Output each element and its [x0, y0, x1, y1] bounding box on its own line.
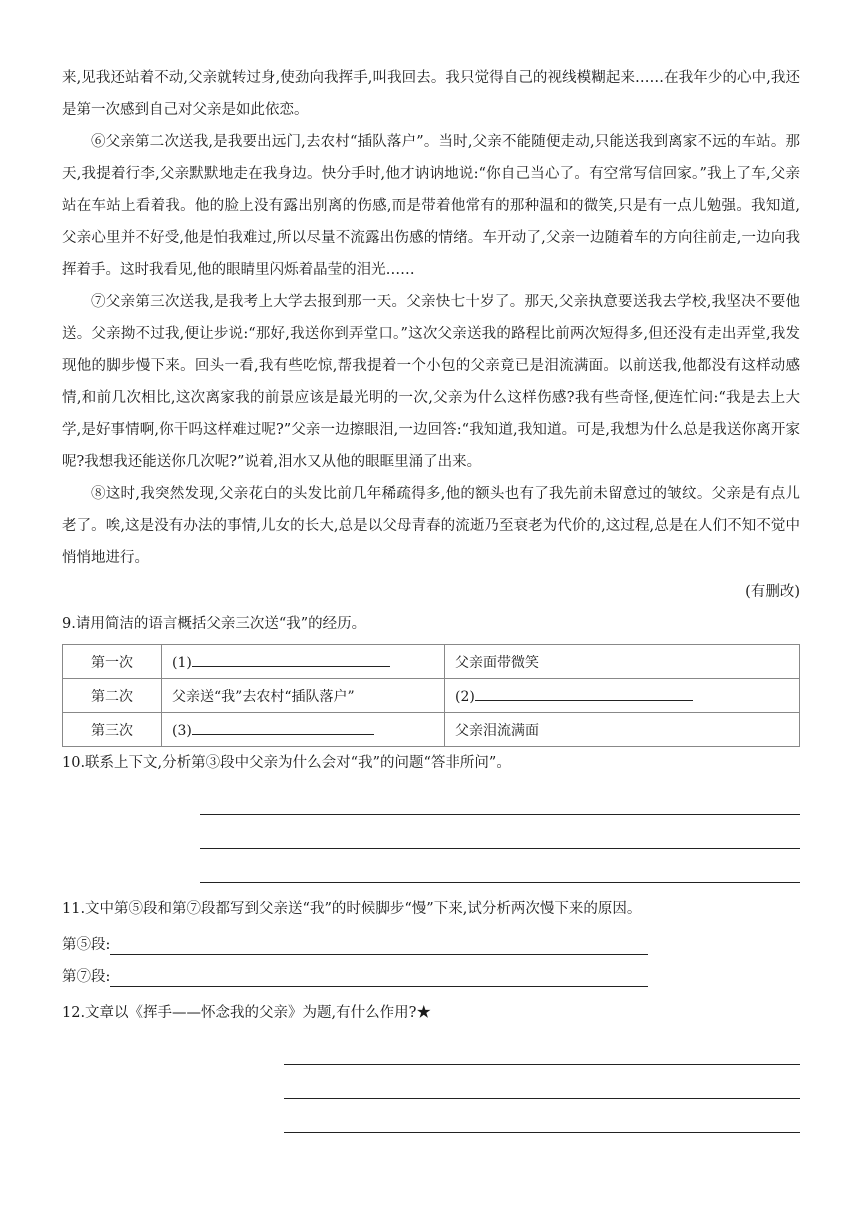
row-label: 第二次	[63, 679, 162, 713]
answer-line[interactable]	[110, 964, 648, 987]
answer-line[interactable]	[284, 1065, 800, 1099]
answer-line[interactable]	[110, 932, 648, 955]
question-11-field-5	[62, 929, 800, 961]
passage-paragraph-6: ⑥父亲第二次送我,是我要出远门,去农村“插队落户”。当时,父亲不能随便走动,只能送我到离家不远的车站。那天,我提着行李,父亲默默地走在我身边。快分手时,他才讷讷地说:“你自己当心了。有空常写信回家。”我上了车,父亲站在车站上看着我。他的脸上没有露出别离的伤感,而是带着他常有的那种温和的微笑,只是有一点儿勉强。我知道,父亲心里并不好受,他是怕我难过,所以尽量不流露出伤感的情绪。车开动了,父亲一边随着车的方向往前走,一边向我挥着手。这时我看见,他的眼睛里闪烁着晶莹的泪光……	[62, 134, 800, 278]
blank-number: (2)	[455, 689, 475, 705]
answer-line[interactable]	[284, 1031, 800, 1065]
answer-cell-1[interactable]	[162, 645, 445, 679]
source-note: (有删改)	[745, 584, 800, 600]
table-row	[63, 713, 800, 747]
answer-line[interactable]	[200, 849, 800, 883]
question-10-prompt: 10.联系上下文,分析第③段中父亲为什么会对“我”的问题“答非所问”。	[62, 755, 511, 771]
answer-cell-3[interactable]	[162, 713, 445, 747]
table-cell: 父亲面带微笑	[445, 645, 800, 679]
row-label: 第三次	[63, 713, 162, 747]
worksheet-page	[62, 62, 800, 1133]
answer-cell-2[interactable]	[445, 679, 800, 713]
table-row	[63, 679, 800, 713]
field-label: 第⑤段:	[62, 937, 111, 953]
passage-paragraph-7: ⑦父亲第三次送我,是我考上大学去报到那一天。父亲快七十岁了。那天,父亲执意要送我去学校,我坚决不要他送。父亲拗不过我,便让步说:“那好,我送你到弄堂口。”这次父亲送我的路程比前两次短得多,但还没有走出弄堂,我发现他的脚步慢下来。回头一看,我有些吃惊,帮我提着一个小包的父亲竟已是泪流满面。以前送我,他都没有这样动感情,和前几次相比,这次离家我的前景应该是最光明的一次,父亲为什么这样伤感?我有些奇怪,便连忙问:“我是去上大学,是好事情啊,你干吗这样难过呢?”父亲一边擦眼泪,一边回答:“我知道,我知道。可是,我想为什么总是我送你离开家呢?我想我还能送你几次呢?”说着,泪水又从他的眼眶里涌了出来。	[62, 294, 800, 470]
blank-number: (1)	[172, 655, 192, 671]
answer-blank[interactable]	[475, 686, 693, 701]
answer-line[interactable]	[200, 815, 800, 849]
field-label: 第⑦段:	[62, 969, 111, 985]
blank-number: (3)	[172, 723, 192, 739]
answer-line[interactable]	[200, 781, 800, 815]
question-11-prompt: 11.文中第⑤段和第⑦段都写到父亲送“我”的时候脚步“慢”下来,试分析两次慢下来的原因。	[62, 901, 642, 917]
table-row	[63, 645, 800, 679]
table-cell: 父亲泪流满面	[445, 713, 800, 747]
question-9-prompt: 9.请用简洁的语言概括父亲三次送“我”的经历。	[62, 616, 367, 632]
passage-paragraph-continued: 来,见我还站着不动,父亲就转过身,使劲向我挥手,叫我回去。我只觉得自己的视线模糊起来……在我年少的心中,我还是第一次感到自己对父亲是如此依恋。	[62, 70, 800, 118]
question-12-prompt: 12.文章以《挥手——怀念我的父亲》为题,有什么作用?★	[62, 1005, 431, 1021]
question-12-answer-area[interactable]	[284, 1031, 800, 1133]
table-cell: 父亲送“我”去农村“插队落户”	[162, 679, 445, 713]
question-9-table	[62, 644, 800, 747]
answer-line[interactable]	[284, 1099, 800, 1133]
answer-blank[interactable]	[192, 652, 390, 667]
row-label: 第一次	[63, 645, 162, 679]
passage-paragraph-8: ⑧这时,我突然发现,父亲花白的头发比前几年稀疏得多,他的额头也有了我先前未留意过的皱纹。父亲是有点儿老了。唉,这是没有办法的事情,儿女的长大,总是以父母青春的流逝乃至衰老为代价的,这过程,总是在人们不知不觉中悄悄地进行。	[62, 486, 800, 566]
question-10-answer-area[interactable]	[200, 781, 800, 883]
question-11-field-7	[62, 961, 800, 993]
answer-blank[interactable]	[192, 720, 374, 735]
